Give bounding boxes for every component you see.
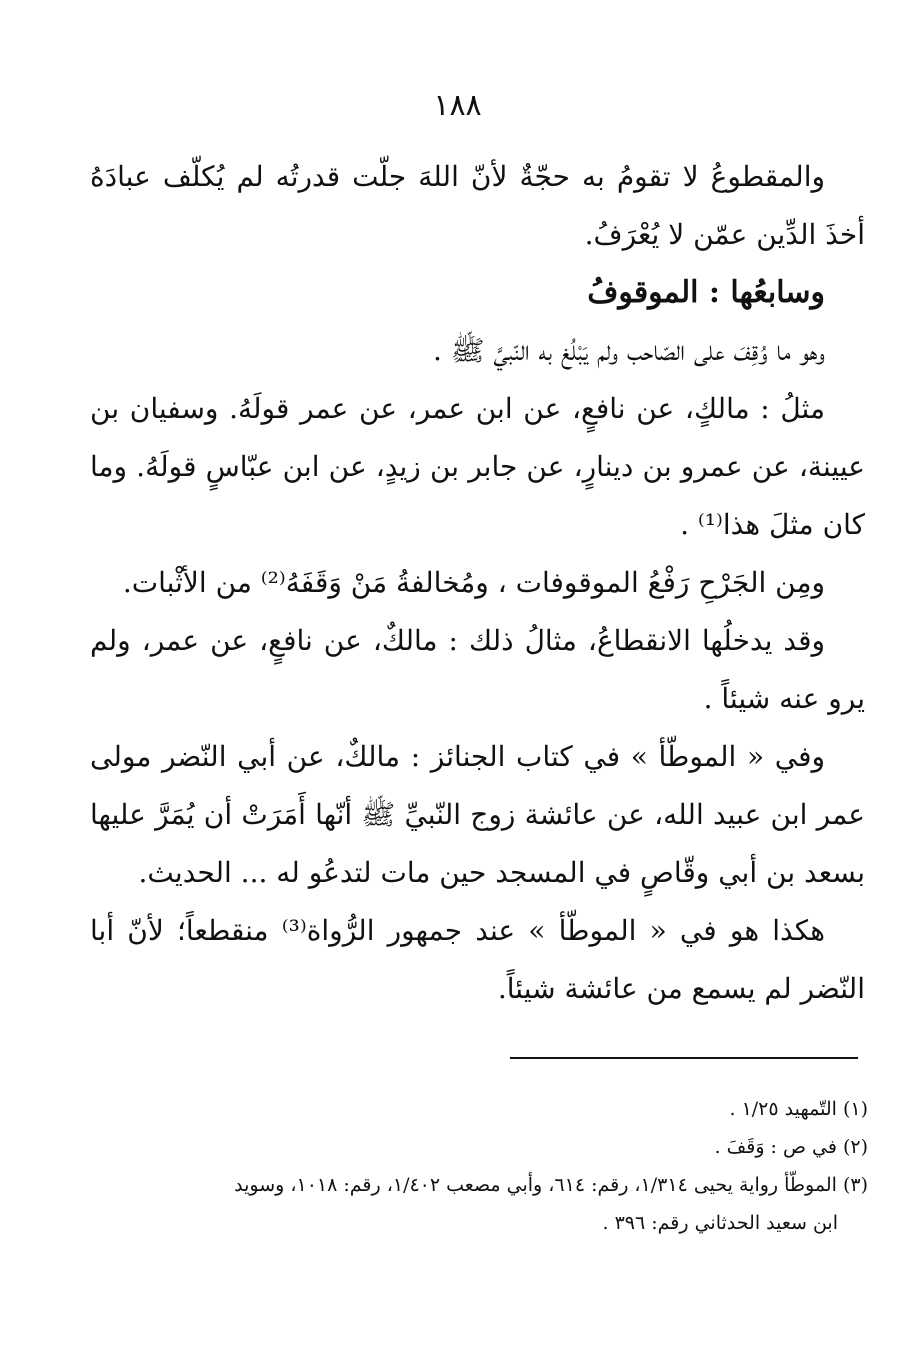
main-text bbox=[90, 148, 865, 1018]
paragraph-definition: وهو ما وُقِفَ على الصّاحب ولم يَبْلُغ به النّبيَّ ﷺ . bbox=[432, 334, 825, 367]
paragraph-maqtu: والمقطوعُ لا تقومُ به حجّةٌ لأنّ اللهَ جلّت قدرتُه لم يُكلّف عبادَهُ أخذَ الدِّين عمّن لا يُعْرَفُ. bbox=[90, 160, 865, 251]
paragraph-inqita: وقد يدخلُها الانقطاعُ، مثالُ ذلك : مالكٌ، عن نافعٍ، عن عمر، ولم يرو عنه شيئاً . bbox=[90, 624, 865, 715]
paragraph-muwatta-janaiz: وفي « الموطّأ » في كتاب الجنائز : مالكٌ، عن أبي النّضر مولى عمر ابن عبيد الله، عن عائشة زوج النّبيِّ ﷺ أنّها أَمَرَتْ أن يُمَرَّ عليها بسعد بن أبي وقّاصٍ في المسجد حين مات لتدعُو له ... الحديث. bbox=[90, 740, 865, 889]
footnote-1: (١) التّمهيد ١/٢٥ . bbox=[729, 1098, 868, 1120]
paragraph-jarh: ومِن الجَرْحِ رَفْعُ الموقوفات ، ومُخالفةُ مَنْ وَقَفَهُ⁽²⁾ من الأثْبات. bbox=[122, 566, 825, 599]
footnote-2: (٢) في ص : وَقَفَ . bbox=[714, 1136, 868, 1158]
page-number: ١٨٨ bbox=[433, 88, 482, 123]
footnotes bbox=[90, 1090, 868, 1242]
section-heading-mawquf: وسابعُها : الموقوفُ bbox=[587, 275, 825, 310]
footnote-divider bbox=[510, 1057, 858, 1059]
footnote-3-continuation: ابن سعيد الحدثاني رقم: ٣٩٦ . bbox=[602, 1212, 838, 1234]
paragraph-jumhur-ruwat: هكذا هو في « الموطّأ » عند جمهور الرُّواة⁽³⁾ منقطعاً؛ لأنّ أبا النّضر لم يسمع من عائشة شيئاً. bbox=[90, 914, 865, 1005]
footnote-3: (٣) الموطّأ رواية يحيى ١/٣١٤، رقم: ٦١٤، وأبي مصعب ١/٤٠٢، رقم: ١٠١٨، وسويد bbox=[234, 1174, 868, 1196]
paragraph-example: مثلُ : مالكٍ، عن نافعٍ، عن ابن عمر، عن عمر قولَهُ. وسفيان بن عيينة، عن عمرو بن دينارٍ، عن جابر بن زيدٍ، عن ابن عبّاسٍ قولَهُ. وما كان مثلَ هذا⁽¹⁾ . bbox=[90, 392, 865, 541]
